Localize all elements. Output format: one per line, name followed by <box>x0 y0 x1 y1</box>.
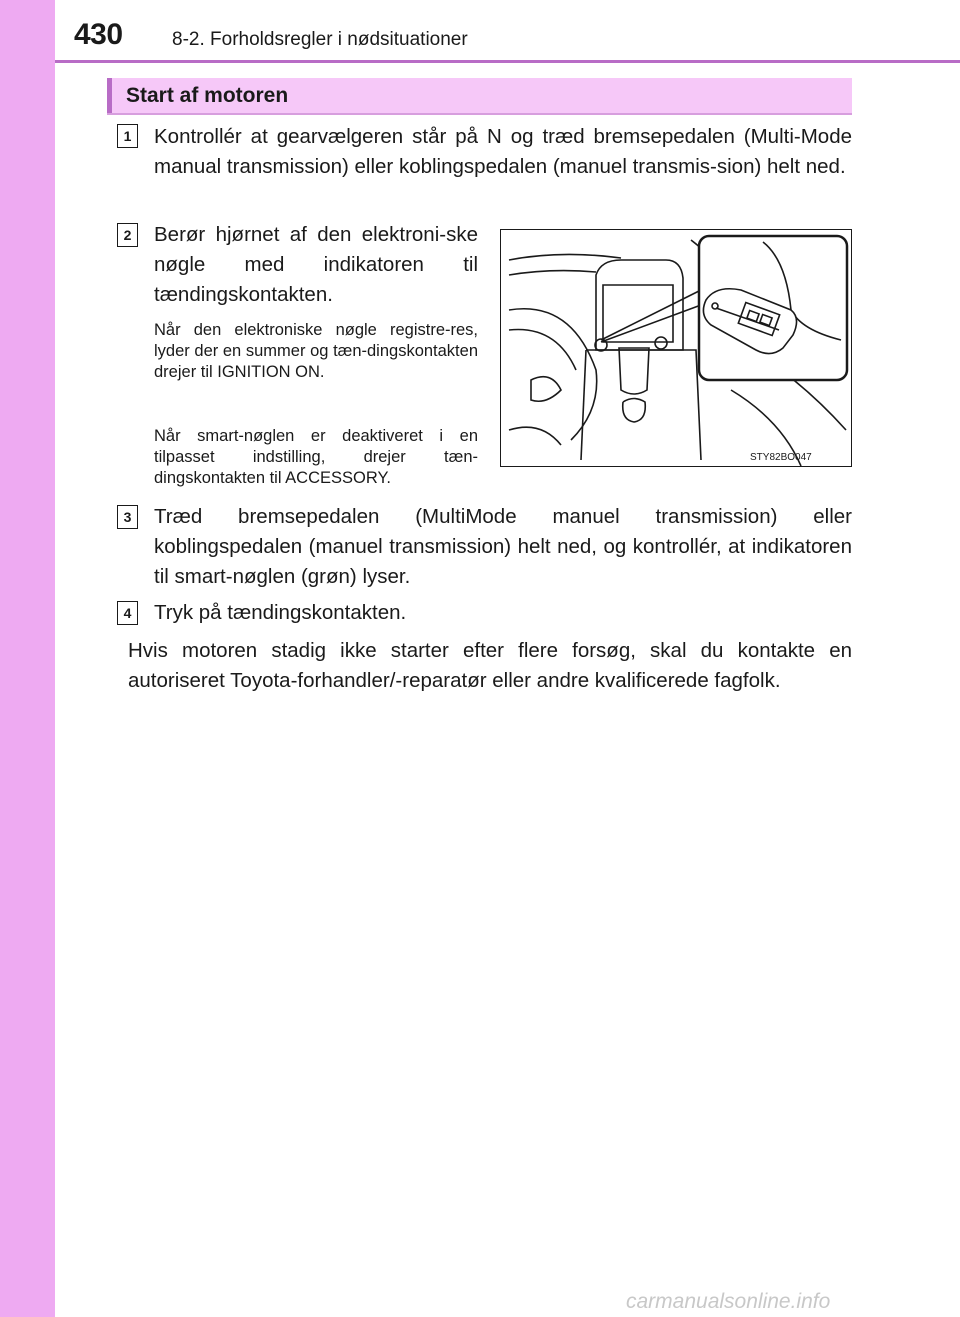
step-2-note-2: Når smart-nøglen er deaktiveret i en tilpasset indstilling, drejer tæn-dingskontakten til ACCESSORY. <box>154 427 478 487</box>
step-1-text: Kontrollér at gearvælgeren står på N og træd bremsepedalen (Multi-Mode manual transmission) eller koblingspedalen (manuel transmis-sion) helt ned. <box>154 125 852 178</box>
step-4-text: Tryk på tændingskontakten. <box>154 601 407 624</box>
step-number-4: 4 <box>117 601 138 625</box>
smart-key-illustration <box>500 229 852 467</box>
running-header: 8-2. Forholdsregler i nødsituationer <box>172 29 468 50</box>
step-2-text: Berør hjørnet af den elektroni-ske nøgle med indikatoren til tændingskontakten. <box>154 223 478 306</box>
section-heading-edge <box>107 78 112 114</box>
dashboard-smart-key-drawing <box>501 230 852 467</box>
step-2-note-1: Når den elektroniske nøgle registre-res, lyder der en summer og tæn-dingskontakten drejer til IGNITION ON. <box>154 321 478 381</box>
step-3-text: Træd bremsepedalen (MultiMode manuel transmission) eller koblingspedalen (manuel transmission) helt ned, og kontrollér, at indikatoren til smart-nøglen (grøn) lyser. <box>154 505 852 588</box>
chapter-color-strip <box>0 0 55 1317</box>
step-number-3: 3 <box>117 505 138 529</box>
step-number-2: 2 <box>117 223 138 247</box>
section-title: Start af motoren <box>126 84 289 107</box>
figure-code: STY82BO047 <box>750 452 812 463</box>
section-heading-underline <box>107 113 852 115</box>
step-number-1: 1 <box>117 124 138 148</box>
closing-paragraph: Hvis motoren stadig ikke starter efter flere forsøg, skal du kontakte en autoriseret Toyota-forhandler/-reparatør eller andre kvalificerede fagfolk. <box>128 639 852 692</box>
page-number: 430 <box>74 18 123 51</box>
watermark: carmanualsonline.info <box>626 1290 831 1313</box>
header-divider <box>55 60 960 63</box>
